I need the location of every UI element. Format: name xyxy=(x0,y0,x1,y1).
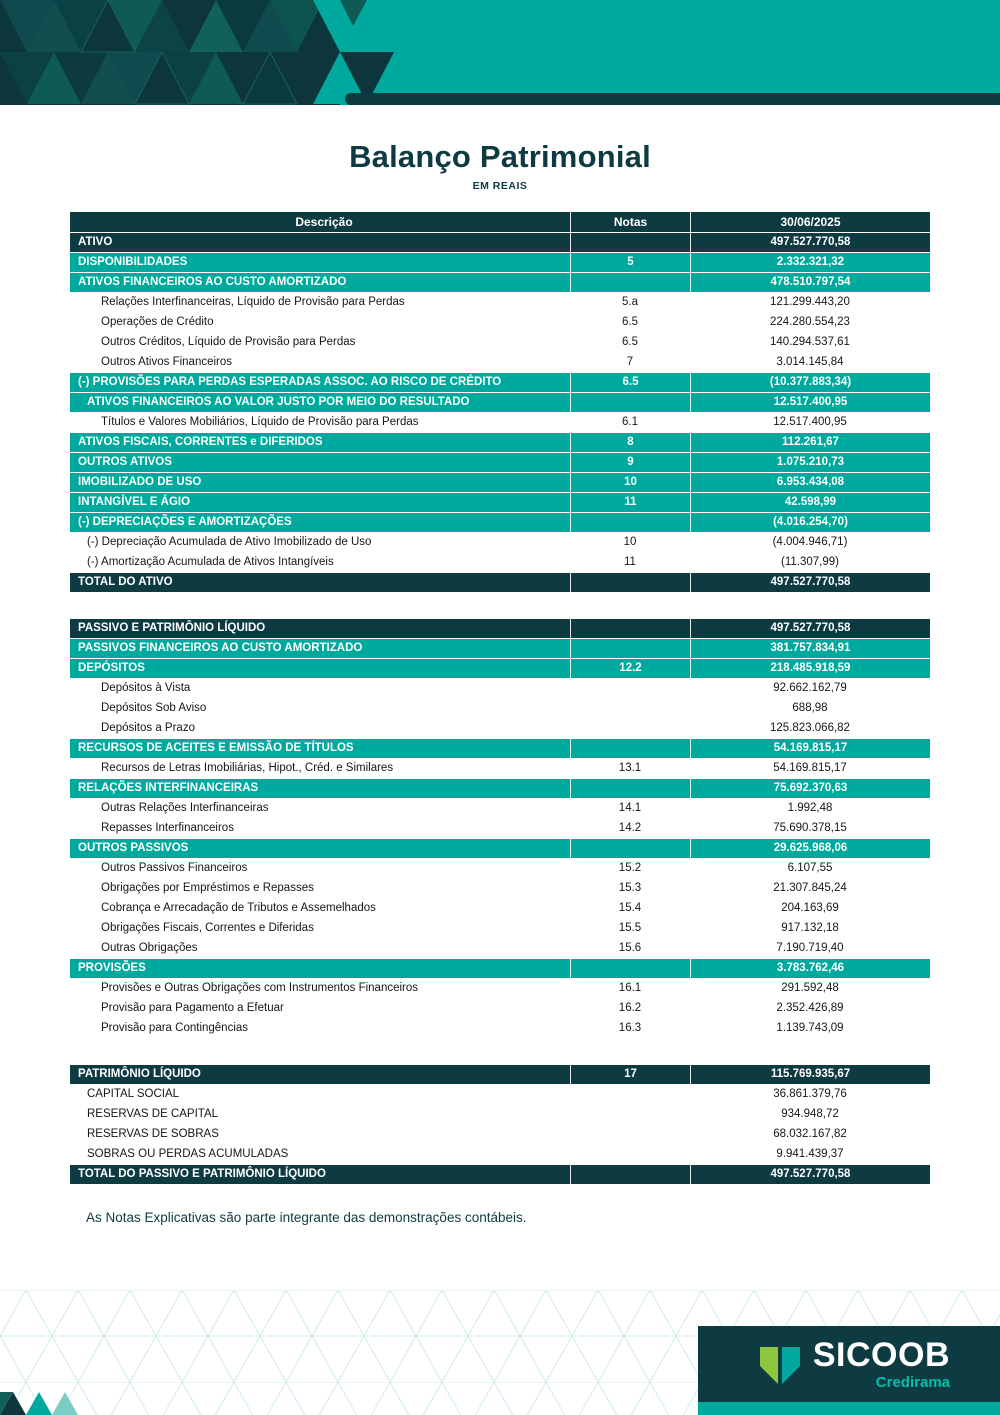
row-value: 115.769.935,67 xyxy=(690,1065,930,1084)
row-value: 224.280.554,23 xyxy=(770,316,850,328)
row-notas xyxy=(570,393,690,412)
table-row xyxy=(70,433,930,452)
row-value: 36.861.379,76 xyxy=(773,1088,847,1100)
table-row xyxy=(70,313,930,332)
table-row xyxy=(70,353,930,372)
row-label: INTANGÍVEL E ÁGIO xyxy=(78,496,191,508)
row-value: 497.527.770,58 xyxy=(690,1165,930,1184)
row-value: (4.016.254,70) xyxy=(690,513,930,532)
banner-swoosh xyxy=(345,93,1000,105)
table-row xyxy=(70,573,930,592)
table-row xyxy=(70,839,930,858)
title-block xyxy=(0,139,1000,192)
row-label: RESERVAS DE CAPITAL xyxy=(87,1108,219,1120)
header-banner xyxy=(0,0,1000,105)
table-row xyxy=(70,659,930,678)
row-value: 1.992,48 xyxy=(787,802,833,814)
table-row xyxy=(70,819,930,838)
row-label: ATIVOS FISCAIS, CORRENTES e DIFERIDOS xyxy=(78,436,323,448)
row-notas: 16.2 xyxy=(618,1002,642,1014)
row-value: 125.823.066,82 xyxy=(770,722,850,734)
table-row xyxy=(70,1085,930,1104)
row-value: 6.107,55 xyxy=(787,862,833,874)
row-value: (11.307,99) xyxy=(781,556,839,568)
row-notas: 8 xyxy=(570,433,690,452)
table-row xyxy=(70,493,930,512)
row-notas: 12.2 xyxy=(570,659,690,678)
row-label: (-) PROVISÕES PARA PERDAS ESPERADAS ASSOC. AO RISCO DE CRÉDITO xyxy=(78,376,502,388)
row-value: 1.075.210,73 xyxy=(690,453,930,472)
row-label: Depósitos Sob Aviso xyxy=(101,702,207,714)
row-label: Depósitos a Prazo xyxy=(101,722,195,734)
table-row xyxy=(70,1019,930,1038)
row-value: 497.527.770,58 xyxy=(690,619,930,638)
header-descricao: Descrição xyxy=(295,215,353,229)
row-notas: 16.1 xyxy=(618,982,642,994)
row-label: DISPONIBILIDADES xyxy=(78,256,188,268)
row-notas: 5.a xyxy=(622,296,638,308)
table-row xyxy=(70,1145,930,1164)
table-spacer xyxy=(70,593,930,619)
table-row xyxy=(70,779,930,798)
table-row xyxy=(70,959,930,978)
row-notas: 11 xyxy=(624,556,636,568)
row-value: 3.783.762,46 xyxy=(690,959,930,978)
row-value: 121.299.443,20 xyxy=(770,296,850,308)
row-value: 21.307.845,24 xyxy=(773,882,847,894)
row-value: 291.592,48 xyxy=(781,982,839,994)
row-label: Outros Ativos Financeiros xyxy=(101,356,233,368)
row-value: 140.294.537,61 xyxy=(770,336,850,348)
row-label: (-) Depreciação Acumulada de Ativo Imobilizado de Uso xyxy=(87,536,372,548)
row-label: Outras Relações Interfinanceiras xyxy=(101,802,269,814)
row-notas: 9 xyxy=(570,453,690,472)
row-label: ATIVOS FINANCEIROS AO VALOR JUSTO POR MEIO DO RESULTADO xyxy=(87,396,470,408)
row-label: Depósitos à Vista xyxy=(101,682,191,694)
footnote: As Notas Explicativas são parte integrante das demonstrações contábeis. xyxy=(86,1210,527,1225)
row-label: CAPITAL SOCIAL xyxy=(87,1088,180,1100)
row-notas xyxy=(570,639,690,658)
row-label: Relações Interfinanceiras, Líquido de Provisão para Perdas xyxy=(101,296,405,308)
row-label: Outros Créditos, Líquido de Provisão para Perdas xyxy=(101,336,356,348)
row-label: (-) Amortização Acumulada de Ativos Intangíveis xyxy=(87,556,334,568)
row-value: 7.190.719,40 xyxy=(776,942,844,954)
row-notas xyxy=(570,699,690,718)
table-row xyxy=(70,393,930,412)
table-row xyxy=(70,679,930,698)
brand-band xyxy=(698,1326,1000,1402)
table-row xyxy=(70,413,930,432)
table-row xyxy=(70,453,930,472)
row-notas xyxy=(570,233,690,252)
row-value: 497.527.770,58 xyxy=(690,573,930,592)
row-label: Obrigações Fiscais, Correntes e Diferidas xyxy=(101,922,314,934)
row-notas xyxy=(570,1105,690,1124)
row-label: Recursos de Letras Imobiliárias, Hipot., Créd. e Similares xyxy=(101,762,394,774)
row-notas xyxy=(570,573,690,592)
header-date: 30/06/2025 xyxy=(690,212,930,232)
row-notas: 10 xyxy=(623,536,637,548)
row-value: 2.332.321,32 xyxy=(690,253,930,272)
table-row xyxy=(70,939,930,958)
row-value: 92.662.162,79 xyxy=(773,682,847,694)
table-row xyxy=(70,553,930,572)
table-row xyxy=(70,899,930,918)
table-row xyxy=(70,639,930,658)
row-value: 75.692.370,63 xyxy=(690,779,930,798)
table-row xyxy=(70,919,930,938)
row-value: 112.261,67 xyxy=(690,433,930,452)
table-row xyxy=(70,1105,930,1124)
row-notas xyxy=(570,513,690,532)
footer-accent-strip xyxy=(698,1402,1000,1415)
row-value: 917.132,18 xyxy=(781,922,839,934)
table-row xyxy=(70,233,930,252)
row-label: Títulos e Valores Mobiliários, Líquido de Provisão para Perdas xyxy=(101,416,419,428)
row-label: RESERVAS DE SOBRAS xyxy=(87,1128,219,1140)
row-notas: 16.3 xyxy=(618,1022,642,1034)
row-notas xyxy=(570,1085,690,1104)
row-notas: 5 xyxy=(570,253,690,272)
table-row xyxy=(70,799,930,818)
table-row xyxy=(70,253,930,272)
row-value: 2.352.426,89 xyxy=(776,1002,844,1014)
row-notas: 15.4 xyxy=(618,902,642,914)
table-row xyxy=(70,1065,930,1084)
table-body xyxy=(70,233,930,1184)
table-row xyxy=(70,719,930,738)
row-label: ATIVO xyxy=(78,236,113,248)
row-label: Provisão para Contingências xyxy=(101,1022,249,1034)
row-value: 75.690.378,15 xyxy=(773,822,847,834)
row-value: (10.377.883,34) xyxy=(690,373,930,392)
row-value: 12.517.400,95 xyxy=(773,416,847,428)
table-row xyxy=(70,879,930,898)
row-value: 29.625.968,06 xyxy=(690,839,930,858)
row-notas xyxy=(570,1125,690,1144)
row-notas: 7 xyxy=(626,356,634,368)
table-row xyxy=(70,273,930,292)
table-row xyxy=(70,473,930,492)
table-row xyxy=(70,699,930,718)
header-notas: Notas xyxy=(570,212,690,232)
table-row xyxy=(70,999,930,1018)
brand-unit: Credirama xyxy=(875,1373,950,1391)
row-notas: 15.3 xyxy=(618,882,642,894)
row-notas xyxy=(570,273,690,292)
row-value: (4.004.946,71) xyxy=(772,536,848,548)
table-row xyxy=(70,759,930,778)
row-label: Outras Obrigações xyxy=(101,942,198,954)
table-row xyxy=(70,619,930,638)
row-notas: 6.5 xyxy=(570,373,690,392)
row-value: 934.948,72 xyxy=(781,1108,839,1120)
row-label: (-) DEPRECIAÇÕES E AMORTIZAÇÕES xyxy=(78,516,292,528)
row-label: OUTROS ATIVOS xyxy=(78,456,172,468)
table-row xyxy=(70,373,930,392)
row-label: DEPÓSITOS xyxy=(78,662,145,674)
row-label: Outros Passivos Financeiros xyxy=(101,862,248,874)
row-notas: 6.5 xyxy=(622,316,638,328)
row-notas: 15.5 xyxy=(618,922,642,934)
sicoob-logo xyxy=(757,1335,950,1391)
row-label: RELAÇÕES INTERFINANCEIRAS xyxy=(78,782,259,794)
row-notas: 6.5 xyxy=(622,336,638,348)
row-value: 688,98 xyxy=(792,702,828,714)
row-notas xyxy=(570,679,690,698)
table-row xyxy=(70,1165,930,1184)
table-row xyxy=(70,739,930,758)
row-label: Repasses Interfinanceiros xyxy=(101,822,234,834)
row-label: SOBRAS OU PERDAS ACUMULADAS xyxy=(87,1148,289,1160)
row-label: Obrigações por Empréstimos e Repasses xyxy=(101,882,314,894)
row-notas: 10 xyxy=(570,473,690,492)
row-notas: 14.1 xyxy=(618,802,642,814)
row-label: PASSIVOS FINANCEIROS AO CUSTO AMORTIZADO xyxy=(78,642,363,654)
row-label: OUTROS PASSIVOS xyxy=(78,842,189,854)
row-value: 218.485.918,59 xyxy=(690,659,930,678)
row-notas xyxy=(570,779,690,798)
row-value: 68.032.167,82 xyxy=(773,1128,847,1140)
row-notas: 11 xyxy=(570,493,690,512)
row-value: 204.163,69 xyxy=(781,902,839,914)
row-value: 9.941.439,37 xyxy=(776,1148,844,1160)
brand-name: SICOOB xyxy=(812,1335,950,1374)
row-notas xyxy=(570,619,690,638)
row-label: PASSIVO E PATRIMÔNIO LÍQUIDO xyxy=(78,622,266,634)
row-label: TOTAL DO PASSIVO E PATRIMÔNIO LÍQUIDO xyxy=(78,1168,326,1180)
row-notas: 14.2 xyxy=(618,822,642,834)
table-spacer xyxy=(70,1039,930,1065)
row-notas: 15.2 xyxy=(618,862,642,874)
row-label: Provisão para Pagamento a Efetuar xyxy=(101,1002,284,1014)
brand-text xyxy=(812,1335,950,1391)
row-notas xyxy=(570,839,690,858)
table-row xyxy=(70,513,930,532)
row-label: ATIVOS FINANCEIROS AO CUSTO AMORTIZADO xyxy=(78,276,347,288)
row-value: 381.757.834,91 xyxy=(690,639,930,658)
page-title: Balanço Patrimonial xyxy=(349,139,651,174)
row-value: 1.139.743,09 xyxy=(776,1022,844,1034)
row-notas: 15.6 xyxy=(618,942,642,954)
footer-corner-accents xyxy=(0,1392,78,1415)
row-notas xyxy=(570,719,690,738)
row-notas xyxy=(570,959,690,978)
row-notas xyxy=(570,1165,690,1184)
row-value: 42.598,99 xyxy=(690,493,930,512)
table-row xyxy=(70,533,930,552)
row-label: IMOBILIZADO DE USO xyxy=(78,476,202,488)
row-value: 54.169.815,17 xyxy=(690,739,930,758)
balance-sheet-table xyxy=(70,212,930,1184)
row-value: 3.014.145,84 xyxy=(776,356,844,368)
row-value: 54.169.815,17 xyxy=(773,762,847,774)
row-value: 6.953.434,08 xyxy=(690,473,930,492)
row-notas: 6.1 xyxy=(622,416,638,428)
page-subtitle: EM REAIS xyxy=(472,180,528,192)
row-label: Cobrança e Arrecadação de Tributos e Assemelhados xyxy=(101,902,376,914)
table-header-row xyxy=(70,212,930,232)
row-label: PROVISÕES xyxy=(78,962,146,974)
row-label: Provisões e Outras Obrigações com Instrumentos Financeiros xyxy=(101,982,419,994)
table-row xyxy=(70,333,930,352)
footer xyxy=(0,1290,1000,1415)
row-notas xyxy=(570,1145,690,1164)
row-notas: 17 xyxy=(570,1065,690,1084)
row-value: 478.510.797,54 xyxy=(690,273,930,292)
row-label: Operações de Crédito xyxy=(101,316,214,328)
row-notas: 13.1 xyxy=(618,762,642,774)
row-value: 497.527.770,58 xyxy=(690,233,930,252)
table-row xyxy=(70,293,930,312)
table-row xyxy=(70,1125,930,1144)
row-value: 12.517.400,95 xyxy=(690,393,930,412)
row-label: PATRIMÔNIO LÍQUIDO xyxy=(78,1068,201,1080)
table-row xyxy=(70,979,930,998)
sicoob-shield-icon xyxy=(757,1341,803,1387)
row-label: RECURSOS DE ACEITES E EMISSÃO DE TÍTULOS xyxy=(78,742,354,754)
row-label: TOTAL DO ATIVO xyxy=(78,576,173,588)
row-notas xyxy=(570,739,690,758)
table-row xyxy=(70,859,930,878)
